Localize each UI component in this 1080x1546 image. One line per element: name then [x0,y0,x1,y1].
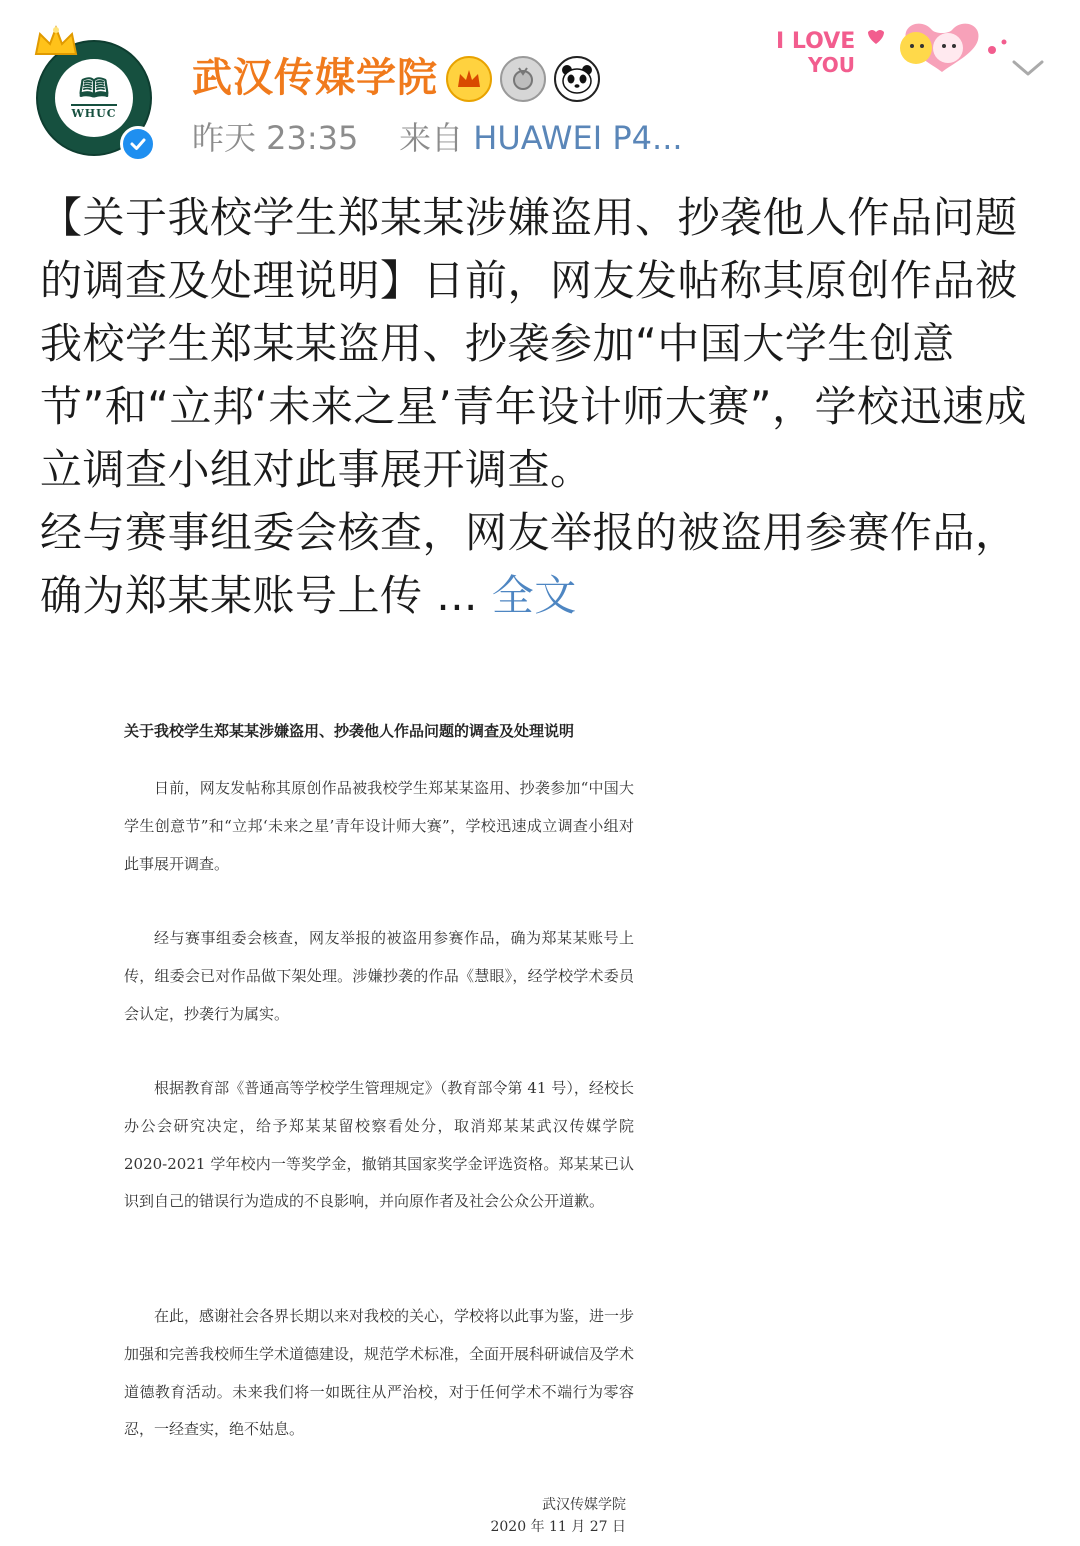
document-paragraph-1: 日前，网友发帖称其原创作品被我校学生郑某某盗用、抄袭参加“中国大学生创意节”和“立邦‘未来之星’青年设计师大赛”，学校迅速成立调查小组对此事展开调查。 [124,779,634,873]
document-signature [490,1494,626,1538]
document-signature-org: 武汉传媒学院 [542,1497,626,1513]
post-paragraph-1: 【关于我校学生郑某某涉嫌盗用、抄袭他人作品问题的调查及处理说明】日前，网友发帖称其原创作品被我校学生郑某某盗用、抄袭参加“中国大学生创意节”和“立邦‘未来之星’青年设计师大赛”，学校迅速成立调查小组对此事展开调查。 [40,193,1027,494]
post-source-prefix: 来自 [399,119,464,157]
book-icon: 🕮 [78,74,110,104]
university-logo-inner [55,59,133,137]
document-title: 关于我校学生郑某某涉嫌盗用、抄袭他人作品问题的调查及处理说明 [124,722,575,740]
chevron-down-icon[interactable] [1010,56,1046,80]
post-paragraph-2-text: 经与赛事组委会核查，网友举报的被盗用参赛作品，确为郑某某账号上传 ... [40,508,1018,620]
post-source-device[interactable]: HUAWEI P4... [473,119,683,157]
post-text [40,186,1050,627]
university-logo-text: WHUC [71,104,116,120]
document-paragraph-4: 在此，感谢社会各界长期以来对我校的关心，学校将以此事为鉴，进一步加强和完善我校师生学术道德建设，规范学术标准，全面开展科研诚信及学术道德教育活动。未来我们将一如既往从严治校，对于任何学术不端行为零容忍，一经查实，绝不姑息。 [124,1307,635,1439]
you-text: YOU [808,53,856,77]
verified-icon [120,126,156,162]
document-paragraph-2: 经与赛事组委会核查，网友举报的被盗用参赛作品，确为郑某某账号上传，组委会已对作品做下架处理。涉嫌抄袭的作品《慧眼》，经学校学术委员会认定，抄袭行为属实。 [124,929,634,1023]
document-signature-date: 2020 年 11 月 27 日 [490,1519,626,1535]
love-text: I LOVE [776,29,856,54]
love-decoration-icon [772,18,1012,88]
post-meta [192,118,683,158]
document-paragraph-3: 根据教育部《普通高等学校学生管理规定》（教育部令第 41 号），经校长办公会研究决定，给予郑某某留校察看处分，取消郑某某武汉传媒学院 2020-2021 学年校内一等奖学金，撤销其国家奖学金评选资格。郑某某已认识到自己的错误行为造成的不良影响，并向原作者及社会公众公开道歉。 [124,1079,634,1211]
full-text-link[interactable]: 全文 [491,571,577,620]
crown-badge-icon[interactable] [446,56,492,102]
medal-badge-icon[interactable] [500,56,546,102]
panda-badge-icon[interactable] [554,56,600,102]
crown-icon [32,24,80,60]
badge-row [446,56,600,102]
post-time: 昨天 23:35 [192,119,359,157]
account-name[interactable]: 武汉传媒学院 [192,55,438,101]
post-header [0,0,1080,170]
avatar[interactable] [36,40,156,160]
post-paragraph-2 [40,501,1050,627]
